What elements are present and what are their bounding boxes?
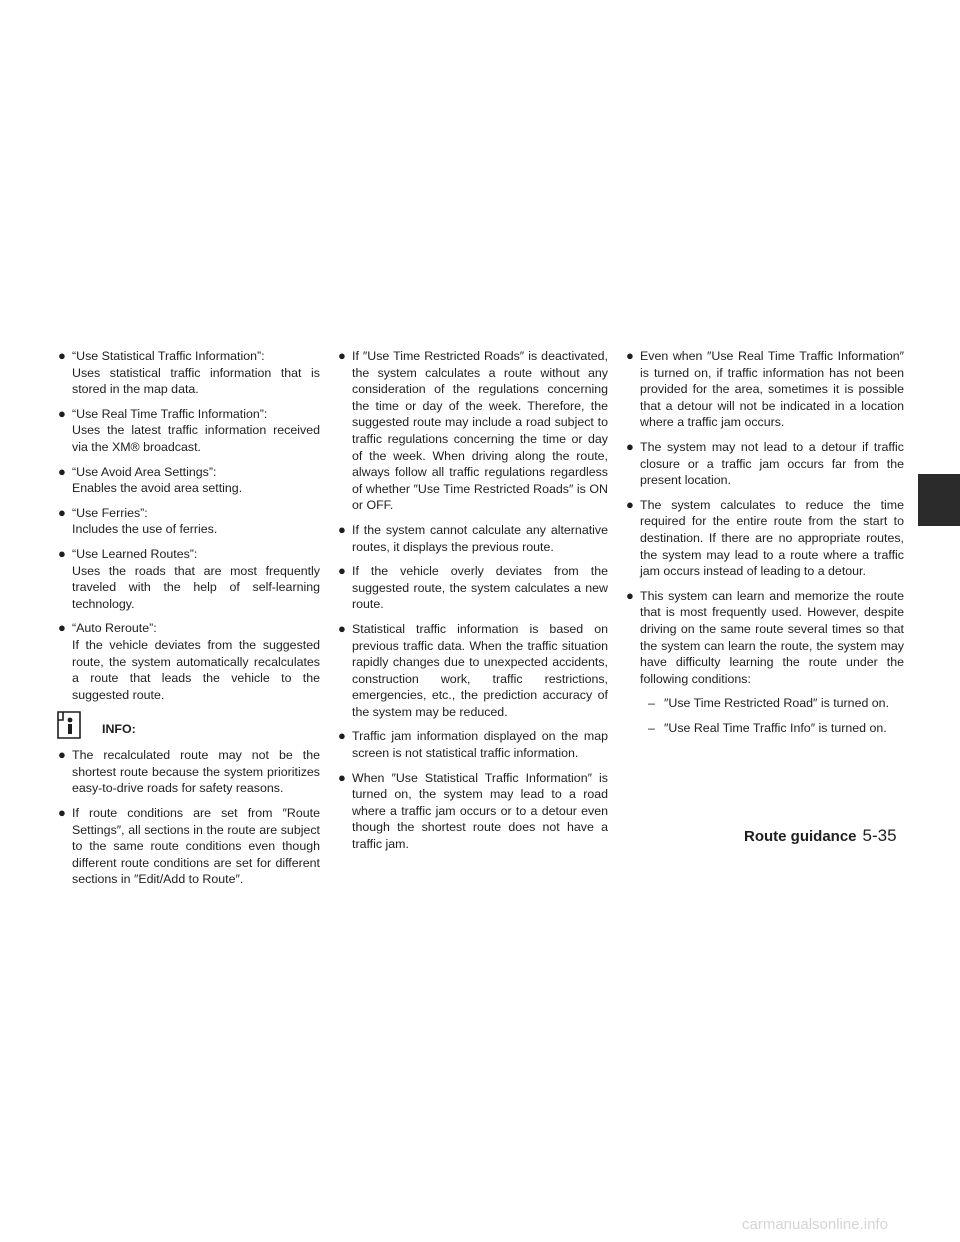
item-body: If route conditions are set from ″Route Settings″, all sections in the route are subject to the same route conditions even though different route conditions are set for different sections in ″Edit/Add to Route″.: [72, 806, 320, 887]
bullet: ●: [338, 620, 346, 636]
item-body: If the system cannot calculate any alternative routes, it displays the previous route.: [352, 522, 608, 554]
info-heading: [58, 711, 320, 743]
bullet: ●: [58, 463, 66, 479]
bullet: ●: [626, 496, 634, 512]
item-title: “Use Avoid Area Settings”:: [72, 464, 217, 479]
item-body: The recalculated route may not be the shortest route because the system prioritizes easy-to-drive roads for safety reasons.: [72, 748, 320, 796]
item-body: Enables the avoid area setting.: [72, 481, 243, 496]
bullet: ●: [338, 728, 346, 744]
item-title: “Use Ferries”:: [72, 505, 148, 520]
bullet: ●: [338, 769, 346, 785]
item-body: Traffic jam information displayed on the map screen is not statistical traffic information.: [352, 729, 608, 761]
list-item: [338, 348, 608, 514]
bullet: ●: [338, 521, 346, 537]
item-body: When ″Use Statistical Traffic Information″ is turned on, the system may lead to a road where a traffic jam occurs or to a detour even though the shortest route does not have a traffic jam.: [352, 770, 608, 852]
bullet: ●: [626, 348, 634, 363]
list-item: [58, 348, 320, 398]
info-item: [58, 747, 320, 797]
item-body: The system calculates to reduce the time required for the entire route from the start to destination. If there are no appropriate routes, the system may lead to a route where a traffic jam occurs instead of leading to a detour.: [640, 497, 904, 579]
list-item: [58, 505, 320, 538]
list-item: [626, 348, 904, 431]
page-number: 5-35: [862, 826, 897, 845]
item-body: Uses statistical traffic information that is stored in the map data.: [72, 365, 320, 397]
list-item: [338, 522, 608, 555]
item-body: If the vehicle overly deviates from the suggested route, the system calculates a new route.: [352, 564, 608, 612]
bullet: ●: [338, 563, 346, 579]
bullet: ●: [338, 348, 346, 363]
bullet: ●: [58, 805, 66, 821]
page-footer: [744, 826, 897, 846]
item-title: “Auto Reroute”:: [72, 621, 157, 636]
item-body: If the vehicle deviates from the suggested route, the system automatically recalculates a route that leads the vehicle to the suggested route.: [72, 637, 320, 702]
item-title: “Use Statistical Traffic Information”:: [72, 349, 265, 363]
bullet: ●: [58, 405, 66, 421]
item-body: Statistical traffic information is based on previous traffic data. When the traffic situation rapidly changes due to unexpected accidents, construction work, traffic restrictions, emergencies, etc., the prediction accuracy of the system may be reduced.: [352, 621, 608, 719]
item-title: “Use Real Time Traffic Information”:: [72, 406, 268, 421]
dash: –: [648, 696, 655, 711]
bullet: ●: [58, 545, 66, 561]
list-item: [58, 620, 320, 703]
list-item: [58, 406, 320, 456]
info-item: [58, 805, 320, 888]
item-body: This system can learn and memorize the route that is most frequently used. However, despite driving on the same route several times so that the system can learn the route, the system may have difficulty learning the route under the following conditions:: [640, 588, 904, 686]
list-item: [626, 439, 904, 489]
bullet: ●: [626, 587, 634, 603]
item-body: The system may not lead to a detour if traffic closure or a traffic jam occurs far from the present location.: [640, 439, 904, 488]
section-tab: [918, 474, 960, 526]
item-body: Includes the use of ferries.: [72, 522, 218, 537]
item-body: If ″Use Time Restricted Roads″ is deactivated, the system calculates a route without any consideration of the regulations concerning the time or day of the week. Therefore, the suggested route may include a road subject to traffic regulations concerning the time or day of the week. When driving along the route, always follow all traffic regulations regardless of whether ″Use Time Restricted Roads″ is ON or OFF.: [352, 349, 608, 513]
list-item: [626, 588, 904, 688]
list-item: [338, 621, 608, 721]
bullet: ●: [58, 504, 66, 520]
item-body: Uses the latest traffic information received via the XM® broadcast.: [72, 423, 320, 454]
list-item: [338, 563, 608, 613]
bullet: ●: [58, 348, 66, 363]
sub-list-item: [626, 720, 904, 737]
footer-section-title: Route guidance: [744, 828, 857, 845]
item-body: Uses the roads that are most frequently traveled with the help of self-learning technology.: [72, 563, 320, 611]
info-label: INFO:: [102, 722, 136, 737]
bullet: ●: [58, 620, 66, 636]
bullet: ●: [58, 747, 66, 763]
list-item: [338, 728, 608, 761]
list-item: [338, 770, 608, 853]
watermark: carmanualsonline.info: [742, 1216, 888, 1233]
sub-item-text: ″Use Real Time Traffic Info″ is turned on.: [664, 720, 887, 735]
column-3: [626, 348, 904, 744]
list-item: [58, 546, 320, 612]
column-2: [338, 348, 608, 861]
dash: –: [648, 720, 655, 735]
list-item: [58, 464, 320, 497]
item-body: Even when ″Use Real Time Traffic Information″ is turned on, if traffic information has not been provided for the area, sometimes it is possible that a detour will not be indicated in a location where a traffic jam occurs.: [640, 349, 904, 430]
sub-list-item: [626, 695, 904, 712]
column-1: [58, 348, 320, 896]
list-item: [626, 497, 904, 580]
item-title: “Use Learned Routes”:: [72, 546, 198, 561]
bullet: ●: [626, 438, 634, 454]
sub-item-text: ″Use Time Restricted Road″ is turned on.: [664, 696, 890, 711]
info-icon: [56, 711, 82, 739]
